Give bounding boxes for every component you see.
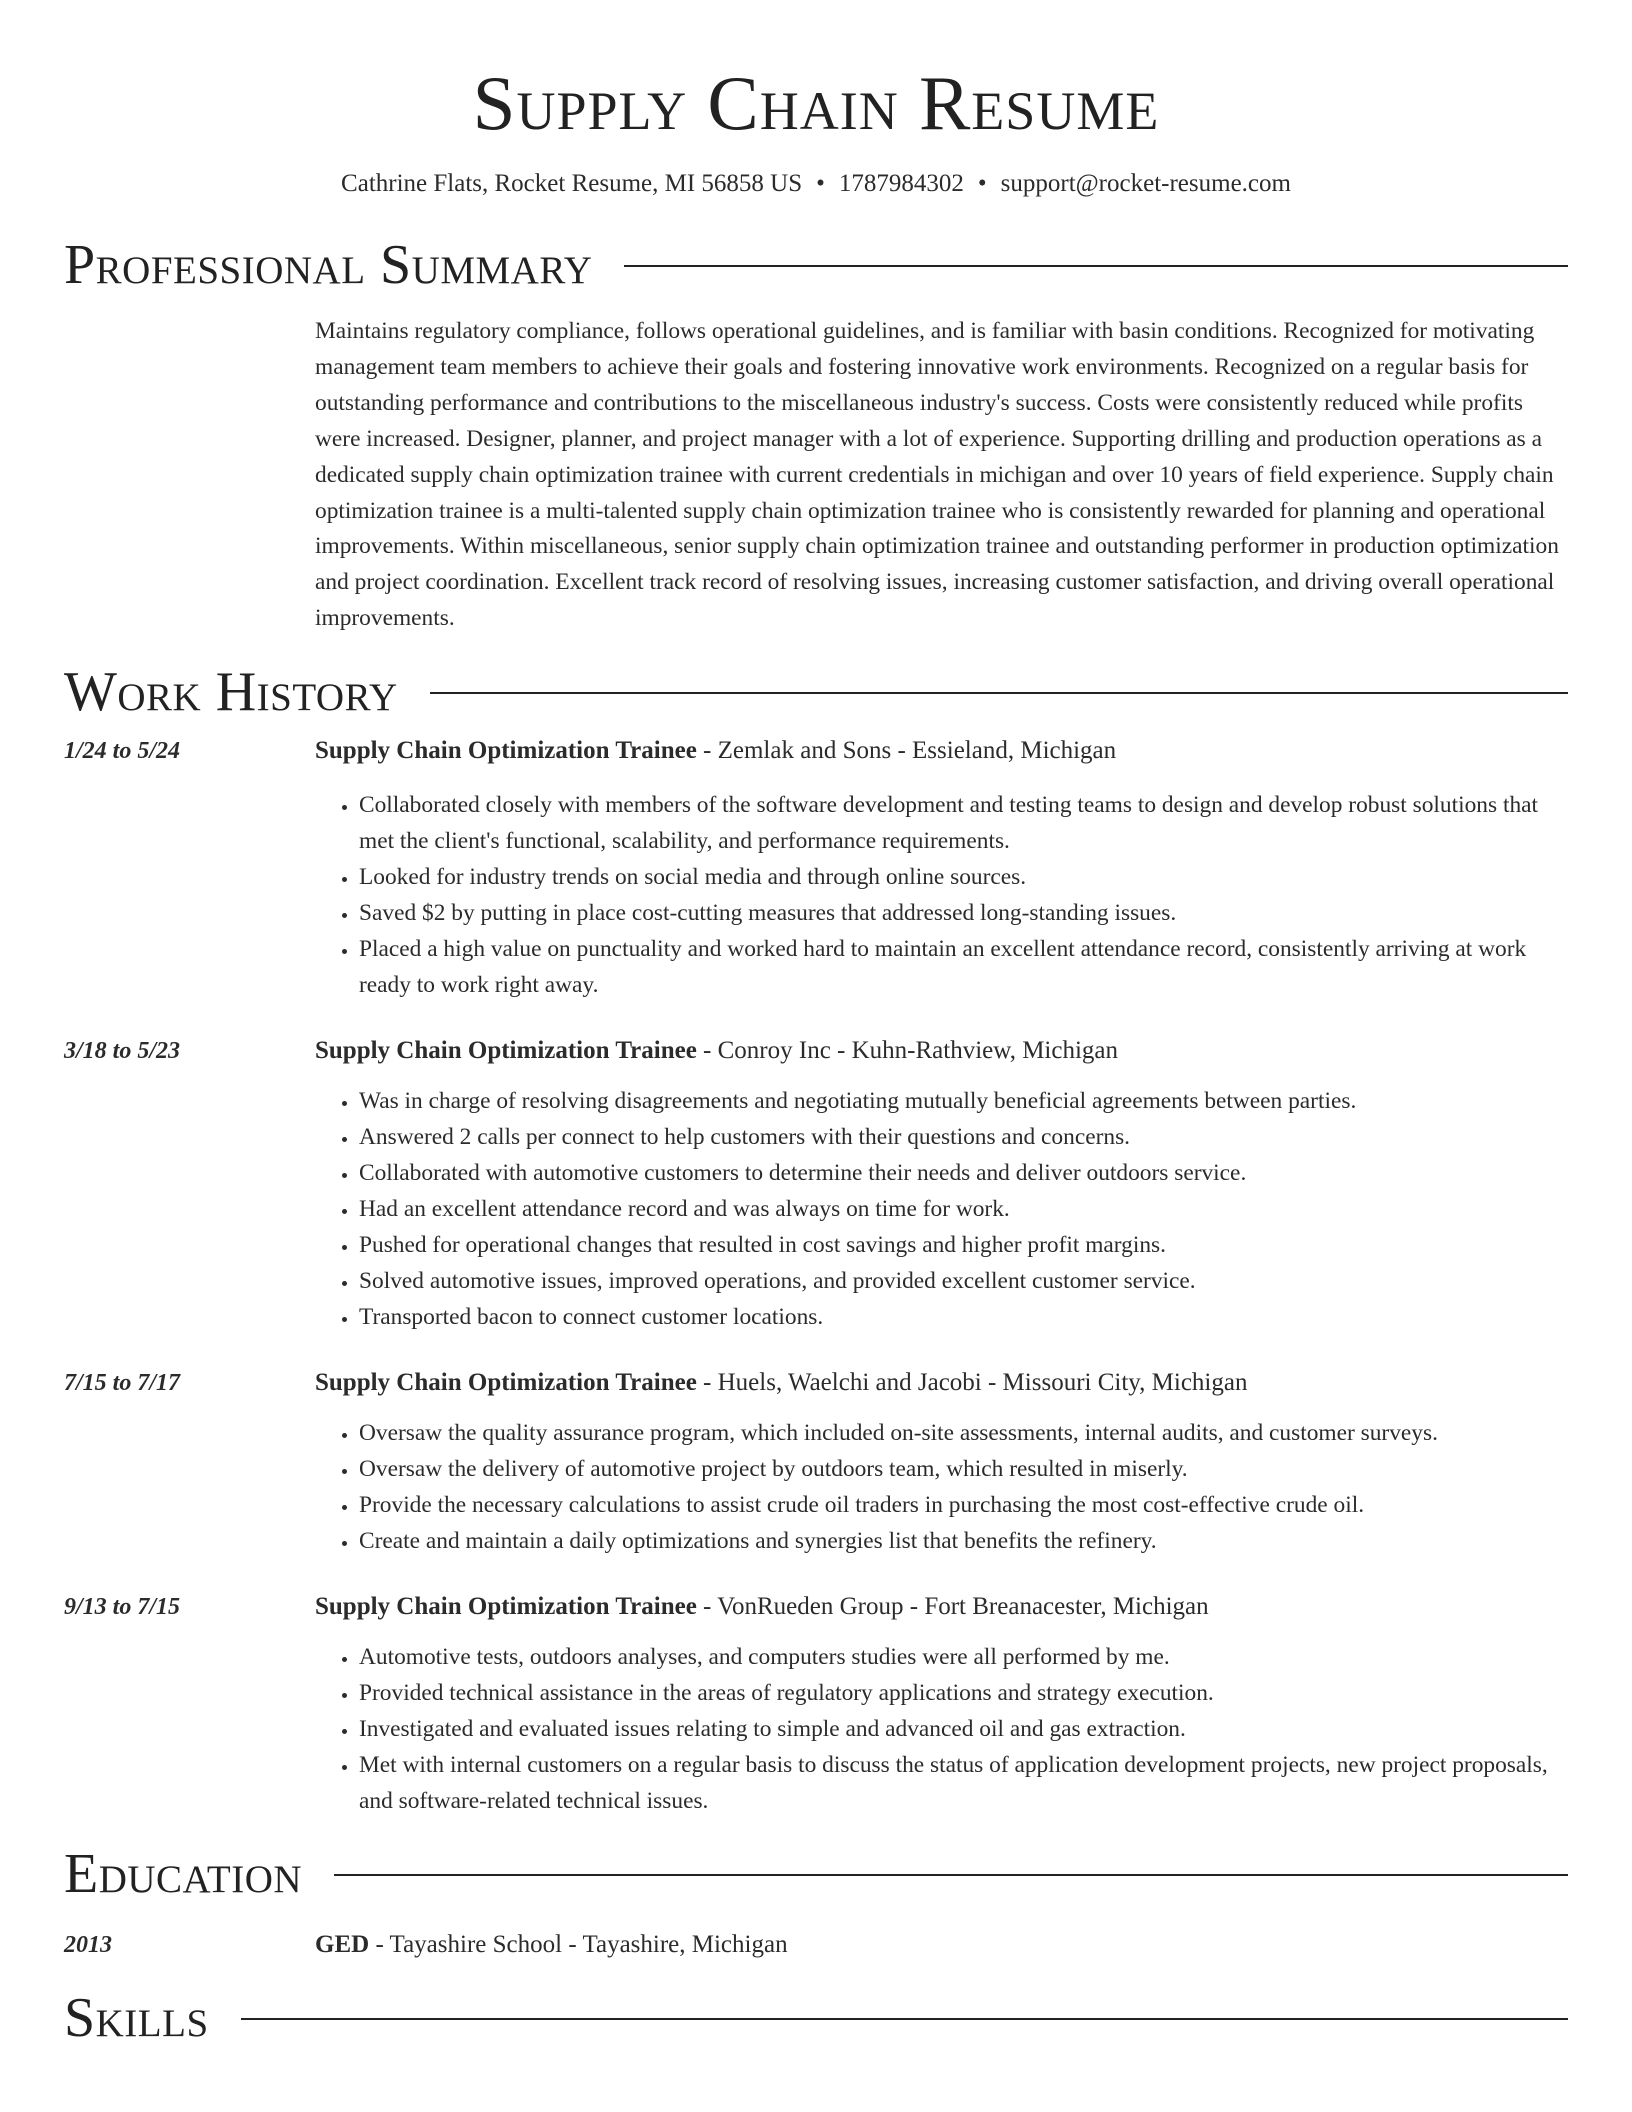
job-bullet: • Create and maintain a daily optimizations and synergies list that benefits the refinery. xyxy=(359,1523,1568,1559)
job-bullet: • Answered 2 calls per connect to help customers with their questions and concerns. xyxy=(359,1119,1568,1155)
job-bullet: • Had an excellent attendance record and was always on time for work. xyxy=(359,1191,1568,1227)
job-dates: 3/18 to 5/23 xyxy=(64,1038,181,1065)
job-title-line xyxy=(315,1035,1568,1067)
job-dates: 1/24 to 5/24 xyxy=(64,738,181,765)
job-bullets xyxy=(315,1415,1568,1559)
job-bullet: • Placed a high value on punctuality and worked hard to maintain an excellent attendance record, consistently arriving at work ready to work right away. xyxy=(359,931,1568,1003)
job-dates: 9/13 to 7/15 xyxy=(64,1594,181,1621)
job-bullet: • Met with internal customers on a regular basis to discuss the status of application development projects, new project proposals, and software-related technical issues. xyxy=(359,1747,1568,1819)
summary-text: Maintains regulatory compliance, follows operational guidelines, and is familiar with basin conditions. Recognized for motivating management team members to achieve their goals and fostering innovative work environments. Recognized on a regular basis for outstanding performance and contributions to the miscellaneous industry's success. Costs were consistently reduced while profits were increased. Designer, planner, and project manager with a lot of experience. Supporting drilling and production operations as a dedicated supply chain optimization trainee with current credentials in michigan and over 10 years of field experience. Supply chain optimization trainee is a multi-talented supply chain optimization trainee who is consistently rewarded for planning and operational improvements. Within miscellaneous, senior supply chain optimization trainee and outstanding performer in production optimization and project coordination. Excellent track record of resolving issues, increasing customer satisfaction, and driving overall operational improvements. xyxy=(315,318,1559,632)
job-body xyxy=(315,1591,1568,1819)
education-line xyxy=(315,1929,1568,1961)
job-body xyxy=(315,735,1568,1003)
section-header-summary xyxy=(64,230,1568,300)
education-entry xyxy=(64,1929,1568,1961)
job-company: - Huels, Waelchi and Jacobi - Missouri City, Michigan xyxy=(696,1369,1248,1397)
job-bullet: • Investigated and evaluated issues relating to simple and advanced oil and gas extraction. xyxy=(359,1711,1568,1747)
job-bullet: • Automotive tests, outdoors analyses, and computers studies were all performed by me. xyxy=(359,1639,1568,1675)
job-bullet: • Solved automotive issues, improved operations, and provided excellent customer service. xyxy=(359,1263,1568,1299)
job-title: Supply Chain Optimization Trainee xyxy=(315,1369,697,1397)
job-bullet: • Was in charge of resolving disagreements and negotiating mutually beneficial agreements between parties. xyxy=(359,1083,1568,1119)
job-title-line xyxy=(315,1591,1568,1623)
section-title: Work History xyxy=(64,661,398,724)
section-divider xyxy=(334,1874,1568,1876)
contact-separator: • xyxy=(977,170,987,197)
job-entry xyxy=(64,1591,1568,1819)
section-title: Skills xyxy=(64,1987,209,2050)
job-company: - Zemlak and Sons - Essieland, Michigan xyxy=(696,737,1117,765)
section-title: Education xyxy=(64,1843,303,1906)
section-header-skills xyxy=(64,1983,1568,2053)
section-divider xyxy=(624,265,1568,267)
job-company: - VonRueden Group - Fort Breanacester, Michigan xyxy=(696,1593,1209,1621)
contact-address: Cathrine Flats, Rocket Resume, MI 56858 US xyxy=(341,170,803,197)
summary-block xyxy=(64,314,1568,637)
job-bullet: • Transported bacon to connect customer locations. xyxy=(359,1299,1568,1335)
section-divider xyxy=(241,2018,1568,2020)
job-body xyxy=(315,1035,1568,1335)
contact-email[interactable]: support@rocket-resume.com xyxy=(1000,170,1291,197)
job-title: Supply Chain Optimization Trainee xyxy=(315,737,697,765)
job-company: - Conroy Inc - Kuhn-Rathview, Michigan xyxy=(696,1037,1119,1065)
job-bullet: • Provided technical assistance in the areas of regulatory applications and strategy execution. xyxy=(359,1675,1568,1711)
job-bullet: • Oversaw the delivery of automotive project by outdoors team, which resulted in miserly. xyxy=(359,1451,1568,1487)
job-entry xyxy=(64,1367,1568,1559)
job-title-line xyxy=(315,735,1568,767)
job-bullet: • Collaborated closely with members of the software development and testing teams to design and develop robust solutions that met the client's functional, scalability, and performance requirements. xyxy=(359,787,1568,859)
job-dates: 7/15 to 7/17 xyxy=(64,1370,181,1397)
education-school: - Tayashire School - Tayashire, Michigan xyxy=(369,1931,788,1959)
job-title-line xyxy=(315,1367,1568,1399)
education-year: 2013 xyxy=(64,1932,112,1959)
contact-line xyxy=(64,168,1568,200)
section-header-work xyxy=(64,657,1568,727)
contact-separator: • xyxy=(816,170,825,197)
job-bullets xyxy=(315,787,1568,1003)
job-entry xyxy=(64,735,1568,1003)
job-bullets xyxy=(315,1083,1568,1335)
job-body xyxy=(315,1367,1568,1559)
section-title: Professional Summary xyxy=(64,234,593,296)
job-bullet: • Looked for industry trends on social media and through online sources. xyxy=(359,859,1568,895)
education-body xyxy=(315,1929,1568,1961)
job-bullet: • Collaborated with automotive customers to determine their needs and deliver outdoors service. xyxy=(359,1155,1568,1191)
job-entry xyxy=(64,1035,1568,1335)
job-bullet: • Pushed for operational changes that resulted in cost savings and higher profit margins. xyxy=(359,1227,1568,1263)
job-bullet: • Saved $2 by putting in place cost-cutting measures that addressed long-standing issues. xyxy=(359,895,1568,931)
job-bullets xyxy=(315,1639,1568,1819)
job-title: Supply Chain Optimization Trainee xyxy=(315,1037,697,1065)
job-bullet: • Oversaw the quality assurance program, which included on-site assessments, internal audits, and customer surveys. xyxy=(359,1415,1568,1451)
section-header-education xyxy=(64,1839,1568,1909)
resume-title: Supply Chain Resume xyxy=(472,60,1160,146)
job-bullet: • Provide the necessary calculations to assist crude oil traders in purchasing the most cost-effective crude oil. xyxy=(359,1487,1568,1523)
education-degree: GED xyxy=(315,1931,370,1959)
job-title: Supply Chain Optimization Trainee xyxy=(315,1593,697,1621)
section-divider xyxy=(430,692,1568,694)
contact-phone: 1787984302 xyxy=(838,170,964,197)
